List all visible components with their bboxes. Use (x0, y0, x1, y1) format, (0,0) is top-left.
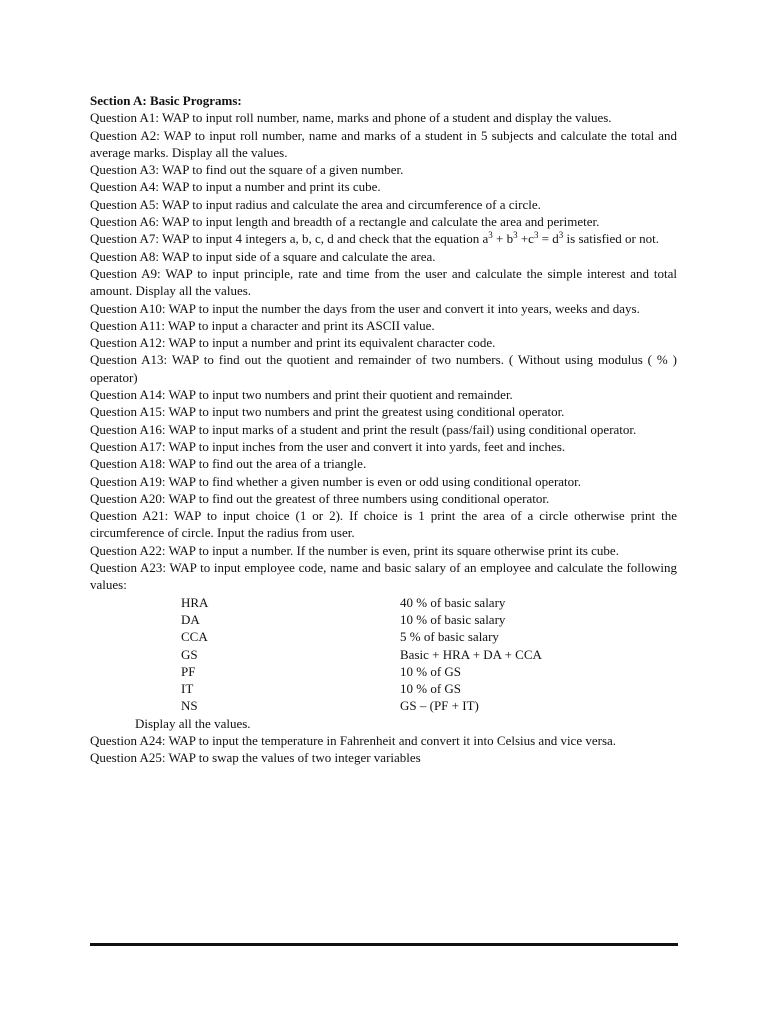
document-body (90, 92, 677, 767)
question-a10: Question A10: WAP to input the number the days from the user and convert it into years, weeks and days. (90, 300, 640, 316)
question-a16: Question A16: WAP to input marks of a student and print the result (pass/fail) using conditional operator. (90, 421, 637, 437)
table-value: Basic + HRA + DA + CCA (400, 646, 542, 662)
question-a20: Question A20: WAP to find out the greatest of three numbers using conditional operator. (90, 490, 550, 506)
question-list-before-a7 (90, 109, 677, 230)
table-row (90, 611, 677, 628)
table-key: PF (181, 663, 196, 679)
table-key: HRA (181, 594, 209, 610)
table-value: 40 % of basic salary (400, 594, 506, 610)
question-a13: Question A13: WAP to find out the quotient and remainder of two numbers. ( Without using modulus ( % ) operator) (90, 352, 677, 385)
question-a12: Question A12: WAP to input a number and print its equivalent character code. (90, 335, 496, 351)
question-a8: Question A8: WAP to input side of a square and calculate the area. (90, 248, 436, 264)
table-row (90, 680, 677, 697)
question-list-a8-a23 (90, 248, 677, 594)
table-key: CCA (181, 629, 208, 645)
question-a1: Question A1: WAP to input roll number, name, marks and phone of a student and display the values. (90, 110, 612, 126)
question-a19: Question A19: WAP to find whether a given number is even or odd using conditional operator. (90, 473, 582, 489)
question-a18: Question A18: WAP to find out the area of a triangle. (90, 456, 367, 472)
display-all-note: Display all the values. (135, 715, 251, 731)
table-row (90, 628, 677, 645)
question-a21: Question A21: WAP to input choice (1 or 2). If choice is 1 print the area of a circle otherwise print the circumference of circle. Input the radius from user. (90, 508, 677, 541)
footer-divider (90, 943, 678, 946)
table-row (90, 663, 677, 680)
table-value: GS – (PF + IT) (400, 698, 479, 714)
question-a3: Question A3: WAP to find out the square of a given number. (90, 162, 404, 178)
question-a22: Question A22: WAP to input a number. If the number is even, print its square otherwise print its cube. (90, 542, 619, 558)
question-a11: Question A11: WAP to input a character and print its ASCII value. (90, 317, 435, 333)
table-row (90, 594, 677, 611)
table-key: IT (181, 681, 194, 697)
question-a2: Question A2: WAP to input roll number, name and marks of a student in 5 subjects and calculate the total and average marks. Display all the values. (90, 127, 677, 160)
table-key: DA (181, 611, 200, 627)
table-key: NS (181, 698, 198, 714)
question-a6: Question A6: WAP to input length and breadth of a rectangle and calculate the area and perimeter. (90, 214, 600, 230)
question-a17: Question A17: WAP to input inches from the user and convert it into yards, feet and inches. (90, 438, 566, 454)
question-a4: Question A4: WAP to input a number and print its cube. (90, 179, 381, 195)
question-a15: Question A15: WAP to input two numbers and print the greatest using conditional operator. (90, 404, 565, 420)
question-a25: Question A25: WAP to swap the values of two integer variables (90, 750, 421, 766)
question-a14: Question A14: WAP to input two numbers and print their quotient and remainder. (90, 387, 513, 403)
section-title: Section A: Basic Programs: (90, 93, 242, 108)
table-row (90, 646, 677, 663)
question-a24: Question A24: WAP to input the temperature in Fahrenheit and convert it into Celsius and vice versa. (90, 732, 617, 748)
question-a5: Question A5: WAP to input radius and calculate the area and circumference of a circle. (90, 196, 541, 212)
question-a9: Question A9: WAP to input principle, rate and time from the user and calculate the simple interest and total amount. Display all the values. (90, 265, 677, 299)
salary-components-table (90, 594, 677, 715)
question-a7: Question A7: WAP to input 4 integers a, b, c, d and check that the equation $a^3 + b^3 +c^3 = d^3$ is satisfied or not. (90, 230, 659, 247)
table-value: 10 % of GS (400, 681, 462, 697)
table-value: 10 % of GS (400, 663, 462, 679)
table-row (90, 697, 677, 714)
table-value: 10 % of basic salary (400, 611, 506, 627)
table-key: GS (181, 646, 198, 662)
table-value: 5 % of basic salary (400, 629, 499, 645)
question-a23: Question A23: WAP to input employee code, name and basic salary of an employee and calculate the following values: (90, 560, 677, 593)
